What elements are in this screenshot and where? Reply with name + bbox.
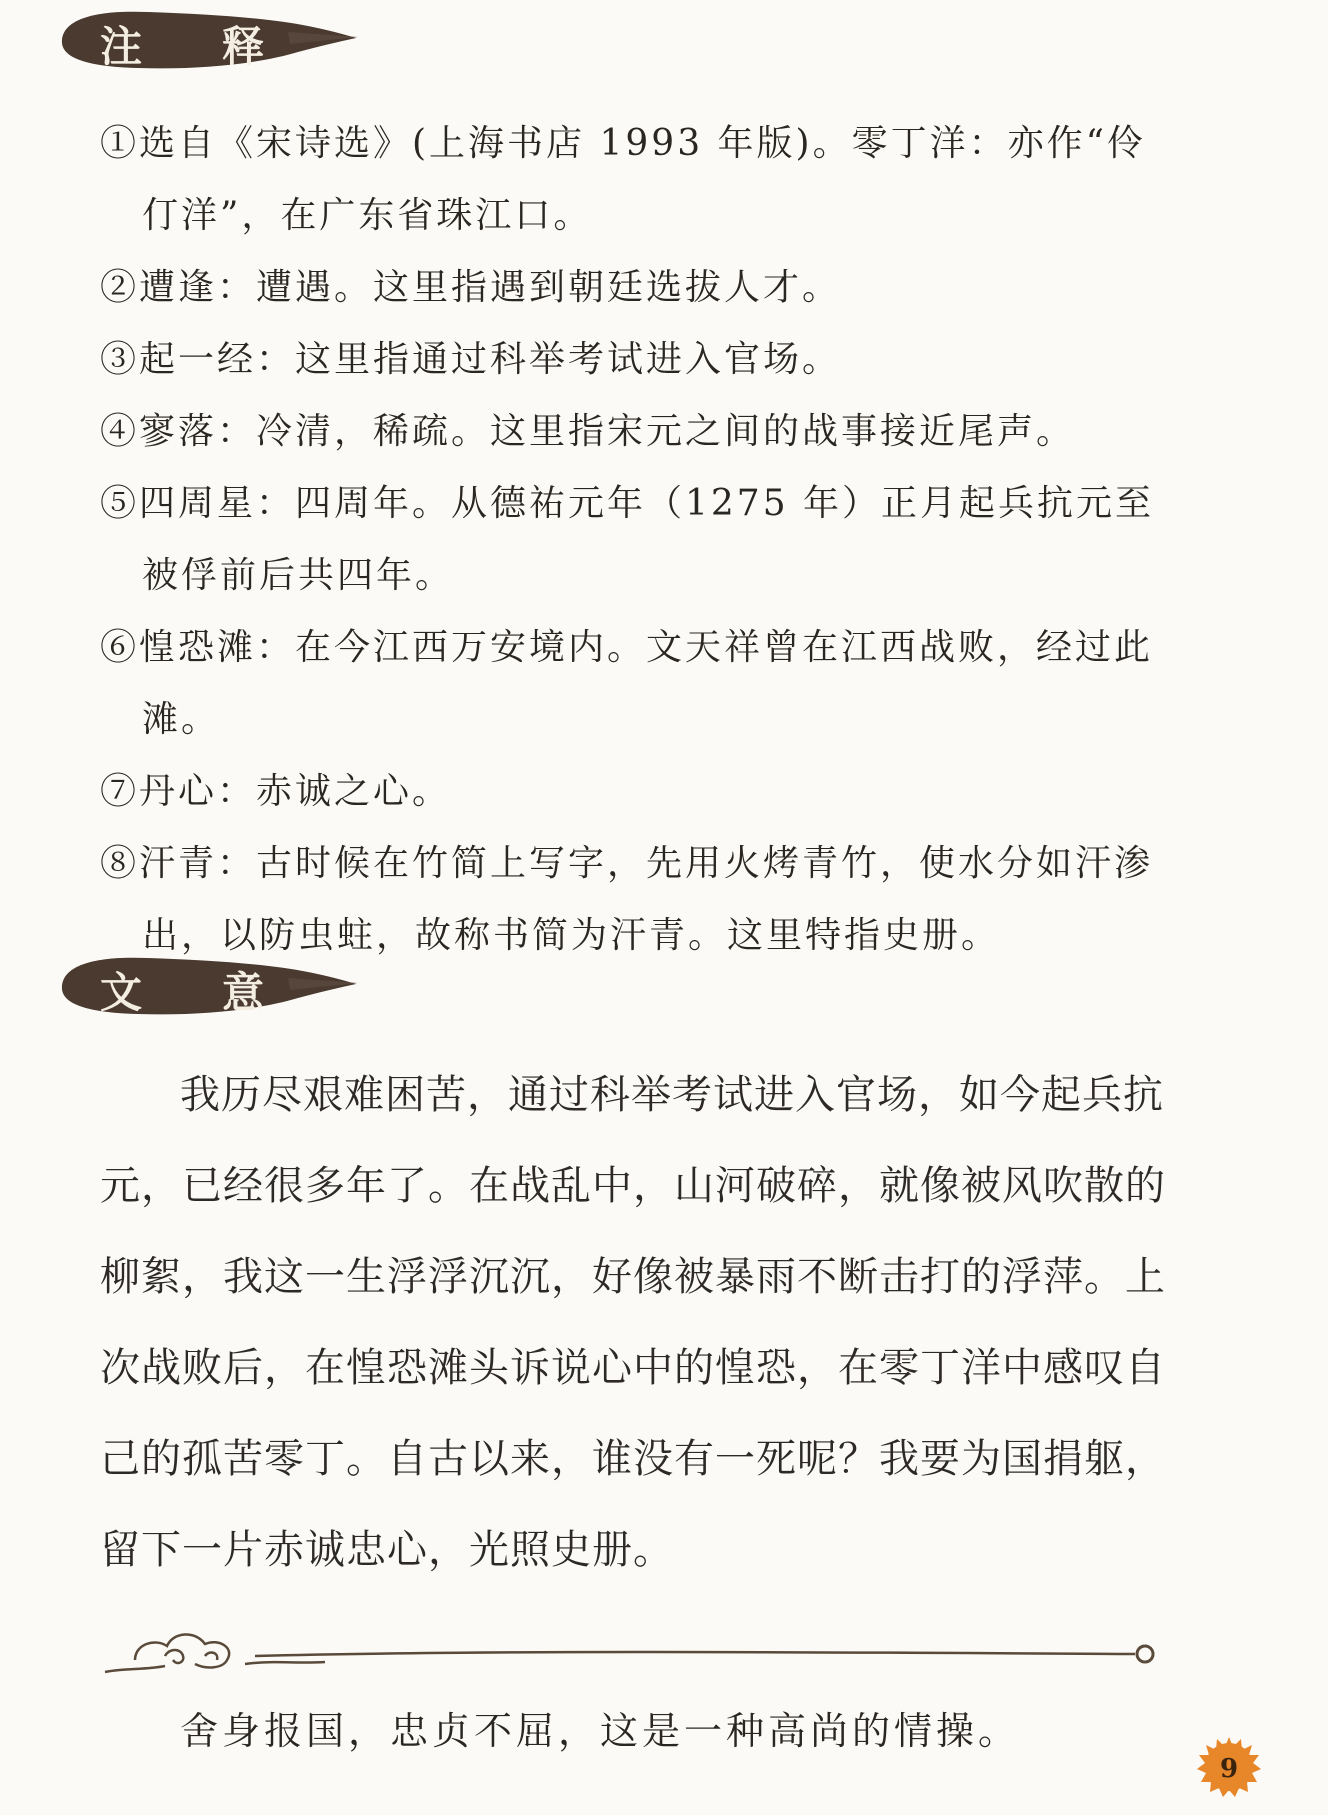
note-item: ⑧汗青：古时候在竹简上写字，先用火烤青竹，使水分如汗渗出，以防虫蛀，故称书简为汗青。这里特指史册。: [100, 843, 1154, 956]
meaning-paragraph: 我历尽艰难困苦，通过科举考试进入官场，如今起兵抗元，已经很多年了。在战乱中，山河破碎，就像被风吹散的柳絮，我这一生浮浮沉沉，好像被暴雨不断击打的浮萍。上次战败后，在惶恐滩头诉说心中的惶恐，在零丁洋中感叹自己的孤苦零丁。自古以来，谁没有一死呢？我要为国捐躯，留下一片赤诚忠心，光照史册。: [100, 1072, 1166, 1573]
note-item: ⑤四周星：四周年。从德祐元年（1275 年）正月起兵抗元至被俘前后共四年。: [100, 483, 1155, 596]
note-item: ②遭逢：遭遇。这里指遇到朝廷选拔人才。: [100, 267, 842, 308]
meaning-section-tag: [58, 950, 358, 1022]
closing-line: 舍身报国，忠贞不屈，这是一种高尚的情操。: [180, 1709, 1021, 1753]
page-number: 9: [1219, 1754, 1239, 1784]
note-item: ①选自《宋诗选》(上海书店 1993 年版)。零丁洋：亦作“伶仃洋”，在广东省珠江口。: [100, 123, 1146, 236]
notes-list: [100, 108, 1180, 972]
cloud-divider-icon: [95, 1620, 1175, 1690]
notes-heading: 注释: [100, 22, 345, 71]
note-item: ③起一经：这里指通过科举考试进入官场。: [100, 339, 842, 380]
note-item: ⑥惶恐滩：在今江西万安境内。文天祥曾在江西战败，经过此滩。: [100, 627, 1154, 740]
note-item: ⑦丹心：赤诚之心。: [100, 771, 452, 812]
meaning-heading: 文意: [100, 968, 345, 1017]
notes-section-tag: [58, 4, 358, 76]
note-item: ④寥落：冷清，稀疏。这里指宋元之间的战事接近尾声。: [100, 411, 1076, 452]
